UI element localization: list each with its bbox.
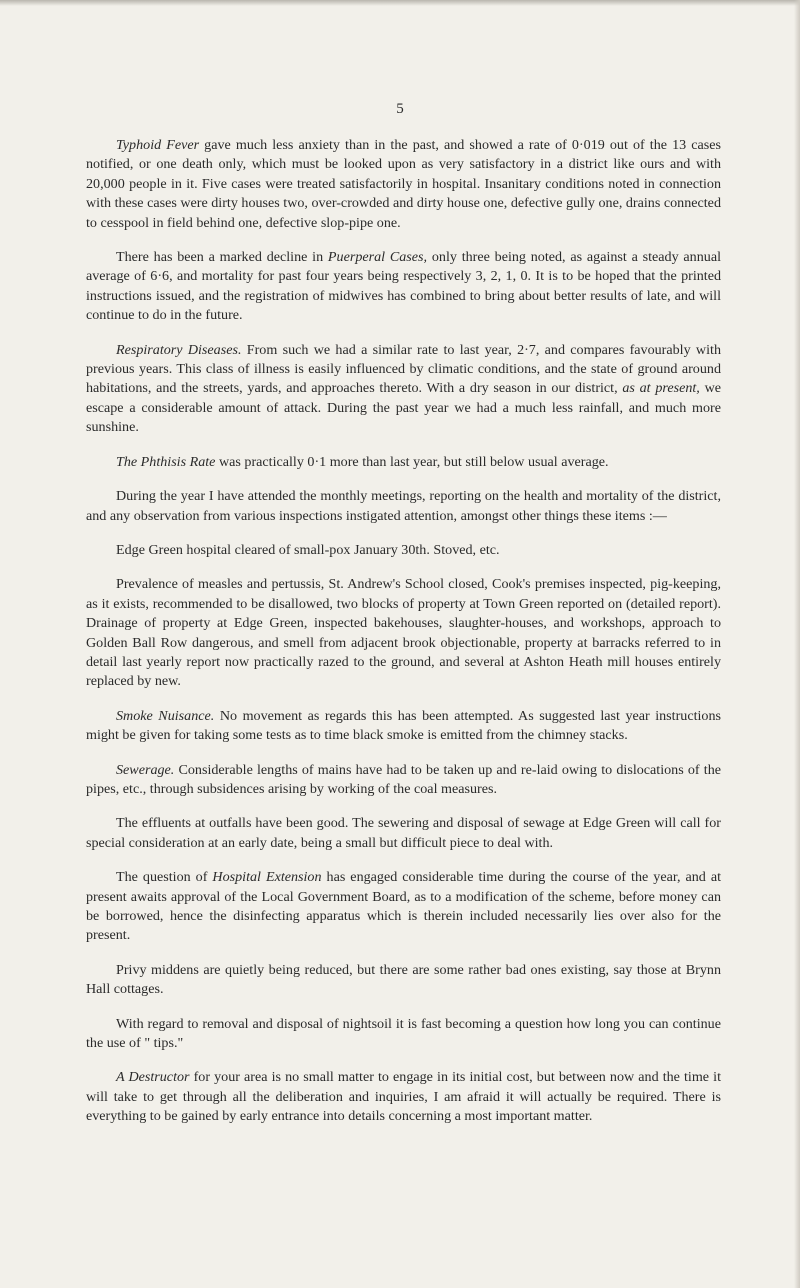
paragraph-text: With regard to removal and disposal of nightsoil it is fast becoming a question how long you can continue the use of " tips.": [86, 1015, 721, 1052]
paragraph-monthly-meetings: [86, 487, 721, 526]
paragraph-text: for your area is no small matter to engage in its initial cost, but between now and the time it will take to get through all the deliberation and inquiries, I am afraid it will actually be required. There is everything to be gained by early entrance into details concerning a most important matter.: [86, 1069, 721, 1125]
paragraph-sewerage: [86, 761, 721, 800]
paragraph-hospital-extension: [86, 868, 721, 946]
paragraph-edge-green-hospital: [86, 541, 721, 560]
heading-sewerage: Sewerage.: [116, 761, 175, 778]
heading-typhoid-fever: Typhoid Fever: [116, 137, 200, 153]
paragraph-prevalence-of-measles: [86, 575, 721, 691]
paragraph-text: The effluents at outfalls have been good. The sewering and disposal of sewage at Edge Green will call for special consideration at an early date, being a small but difficult piece to deal with.: [86, 815, 721, 851]
heading-puerperal-cases: Puerperal Cases,: [327, 249, 428, 266]
paragraph-effluents: [86, 814, 721, 853]
heading-respiratory-diseases: Respiratory Diseases.: [116, 341, 242, 358]
heading-smoke-nuisance: Smoke Nuisance.: [116, 707, 215, 724]
paragraph-destructor: [86, 1068, 721, 1126]
heading-phthisis-rate: The Phthisis Rate: [116, 453, 216, 470]
paragraph-text: has engaged considerable time during the course of the year, and at present awaits approval of the Local Government Board, as to a modification of the scheme, before money can be borrowed, hence the disinfecting apparatus which is therein included necessarily lies over also for the present.: [86, 869, 721, 944]
paragraph-phthisis-rate: [86, 453, 721, 472]
paragraph-text: Prevalence of measles and pertussis, St. Andrew's School closed, Cook's premises inspected, pig-keeping, as it exists, recommended to be disallowed, two blocks of property at Town Green reported on (detailed report). Drainage of property at Edge Green, inspected bakehouses, slaughter-houses, and workshops, approach to Golden Ball Row dangerous, and smell from adjacent brook objectionable, property at barracks referred to in detail last yearly report now practically razed to the ground, and several at Ashton Heath mill houses entirely replaced by new.: [86, 576, 721, 690]
paragraph-text: Edge Green hospital cleared of small-pox January 30th. Stoved, etc.: [116, 541, 500, 558]
paragraph-text: we escape a considerable amount of attack. During the past year we had a much less rainfall, and much more sunshine.: [86, 380, 721, 436]
scan-top-edge: [0, 0, 800, 6]
paragraph-nightsoil: [86, 1015, 721, 1054]
paragraph-text: Considerable lengths of mains have had to be taken up and re-laid owing to dislocations of the pipes, etc., through subsidences arising by working of the coal measures.: [86, 761, 721, 797]
paragraph-typhoid-fever: [86, 136, 721, 233]
scan-right-edge: [794, 0, 800, 1288]
paragraph-text: was practically 0·1 more than last year, but still below usual average.: [215, 453, 609, 470]
paragraph-smoke-nuisance: [86, 707, 721, 746]
paragraph-respiratory-diseases: [86, 341, 721, 438]
paragraph-text: No movement as regards this has been attempted. As suggested last year instructions might be given for taking some tests as to time black smoke is emitted from the chimney stacks.: [86, 707, 721, 744]
page-number: 5: [396, 101, 404, 117]
paragraph-text: gave much less anxiety than in the past, and showed a rate of 0·019 out of the 13 cases notified, or one death only, which must be looked upon as very satisfactory in a district like ours and with 20,000 people in it. Five cases were treated satisfactorily in hospital. Insanitary conditions noted in connection with these cases were dirty houses two, over-crowded and dirty house one, defective gully one, drains connected to cesspool in field behind one, defective slop-pipe one.: [86, 137, 721, 231]
emphasis-as-at-present: as at present,: [622, 380, 700, 397]
heading-hospital-extension: Hospital Extension: [212, 869, 322, 886]
paragraph-text: The question of: [116, 869, 213, 886]
paragraph-privy-middens: [86, 961, 721, 1000]
paragraph-text: From such we had a similar rate to last year, 2·7, and compares favourably with previous years. This class of illness is easily influenced by climatic conditions, and the state of ground around habitations, and the streets, yards, and approaches thereto. With a dry season in our district,: [86, 341, 721, 397]
paragraph-puerperal-cases: [86, 248, 721, 326]
document-body: [86, 136, 721, 1142]
heading-destructor: A Destructor: [116, 1069, 190, 1086]
paragraph-text: only three being noted, as against a steady annual average of 6·6, and mortality for past four years being respectively 3, 2, 1, 0. It is to be hoped that the printed instructions issued, and the registration of midwives has combined to bring about better results of late, and will continue to do in the future.: [86, 249, 721, 324]
paragraph-text: Privy middens are quietly being reduced, but there are some rather bad ones existing, say those at Brynn Hall cottages.: [86, 961, 721, 998]
paragraph-text: During the year I have attended the monthly meetings, reporting on the health and mortality of the district, and any observation from various inspections instigated attention, amongst other things these items :—: [86, 488, 721, 524]
paragraph-text: There has been a marked decline in: [116, 249, 328, 266]
